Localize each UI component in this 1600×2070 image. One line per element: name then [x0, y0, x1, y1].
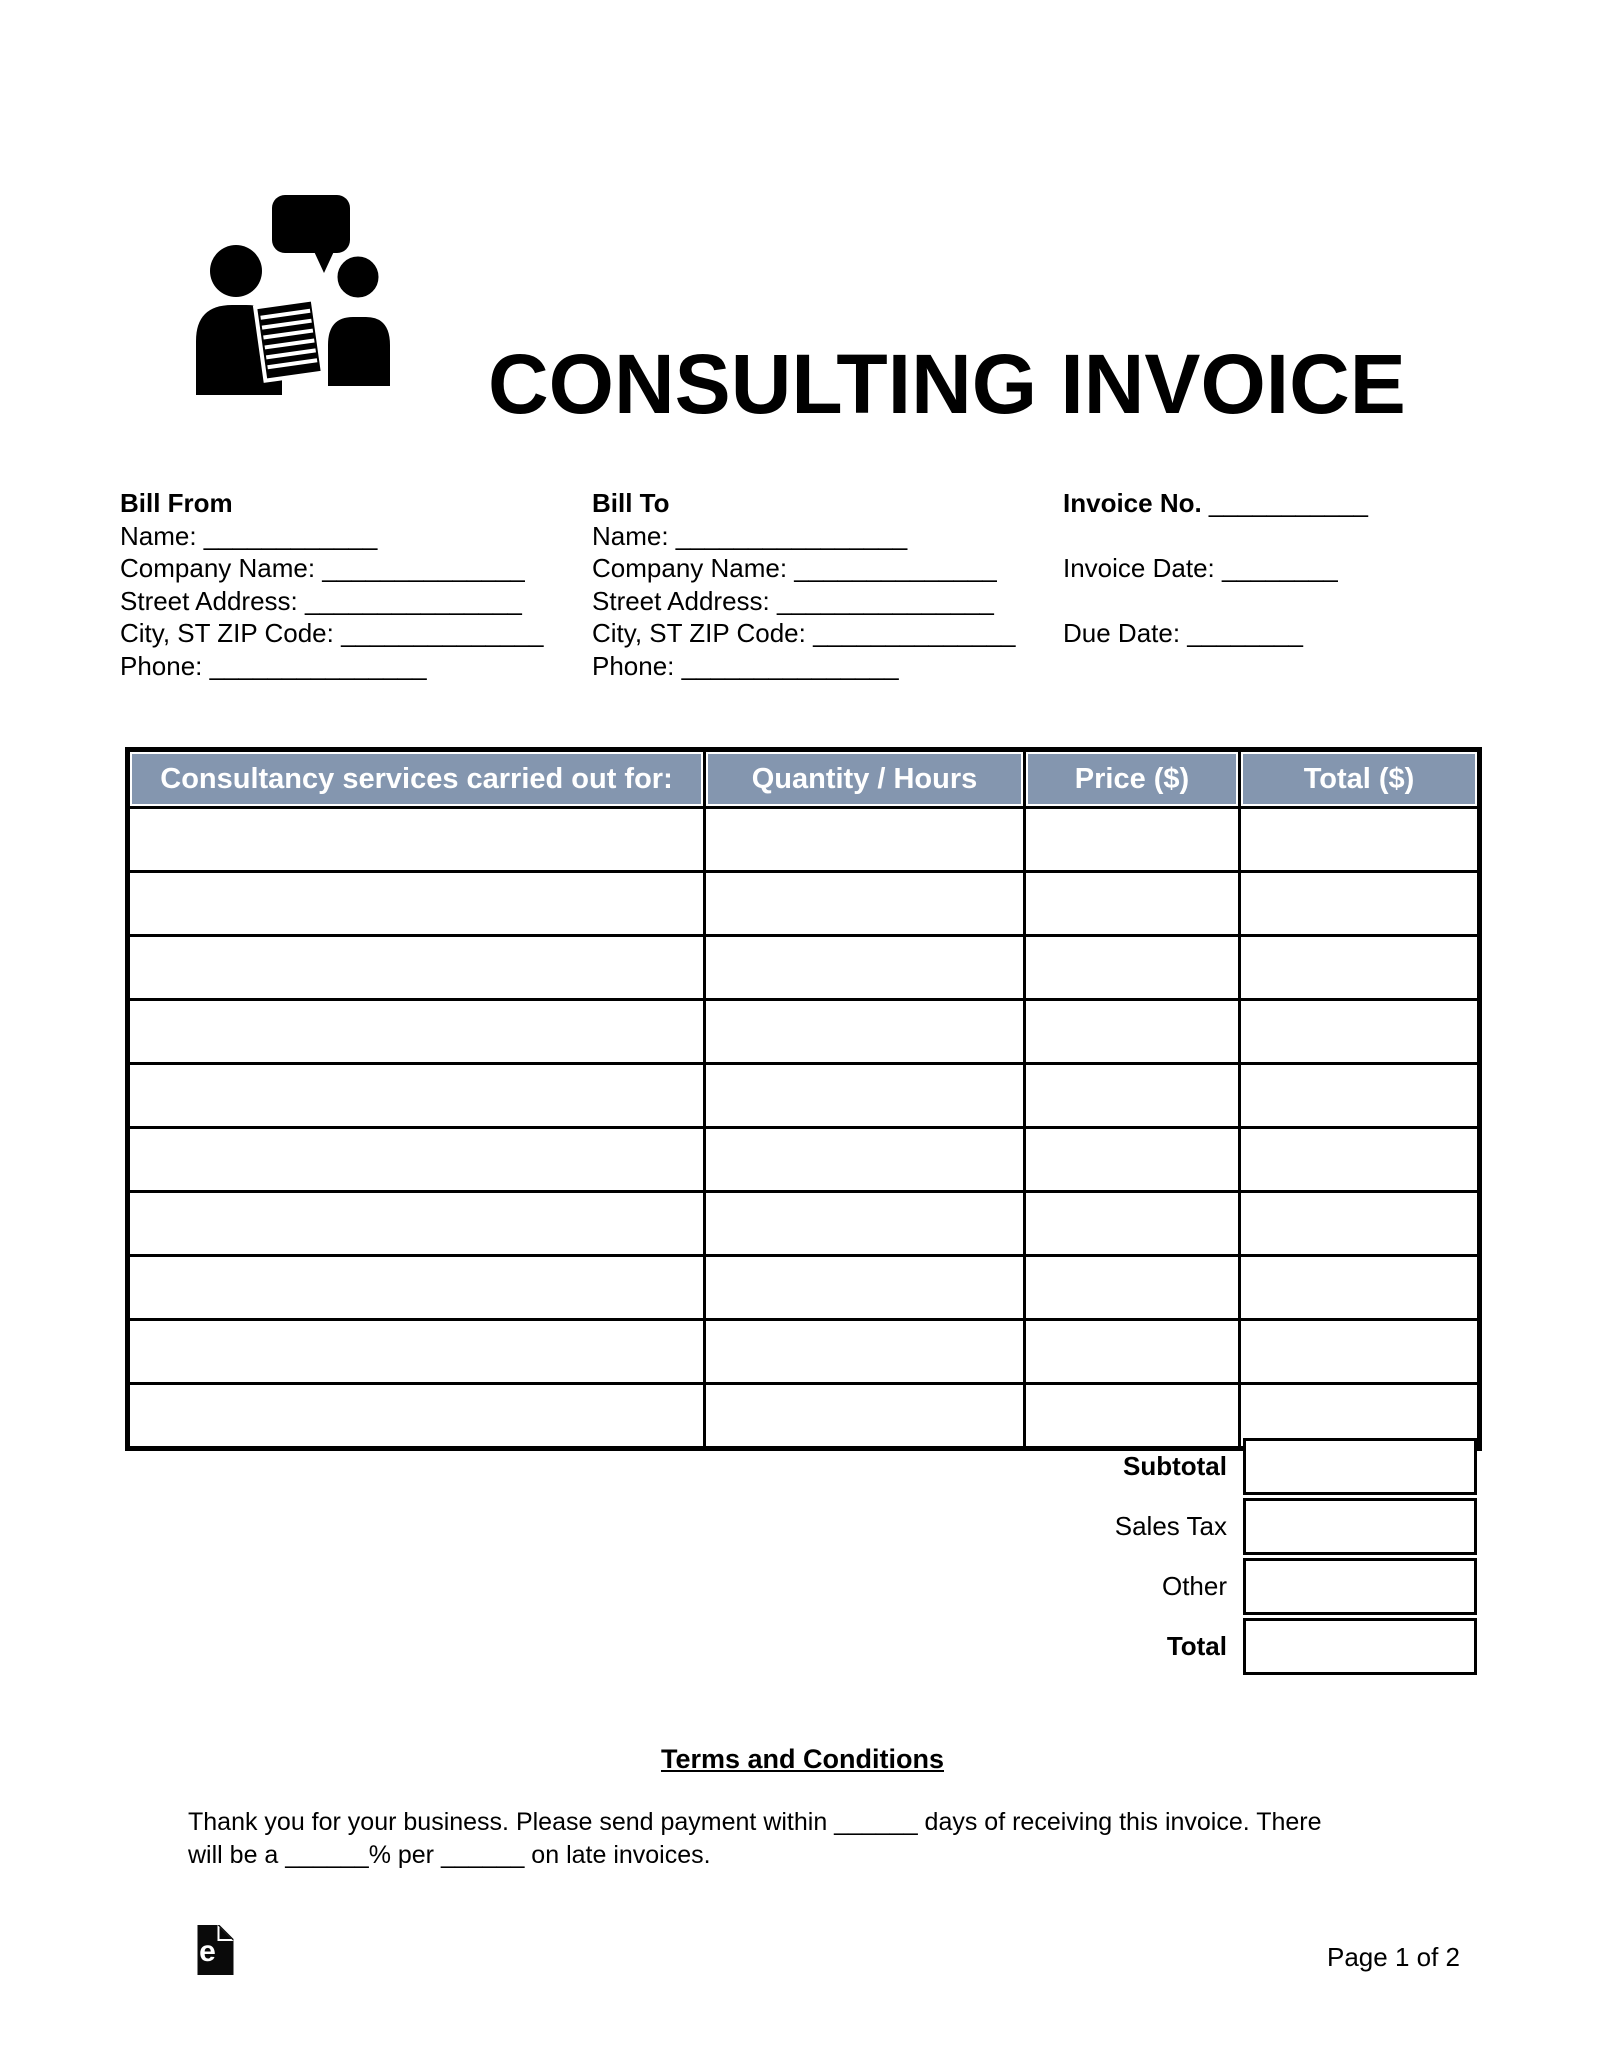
table-cell[interactable] — [1240, 872, 1480, 936]
table-header-row — [128, 750, 1480, 808]
total-label: Total — [1166, 1631, 1227, 1661]
table-cell[interactable] — [128, 1000, 705, 1064]
bill-from-street-field[interactable]: Street Address: _______________ — [120, 585, 522, 616]
bill-from-section — [120, 487, 544, 682]
table-cell[interactable] — [1025, 1128, 1240, 1192]
table-cell[interactable] — [705, 1256, 1025, 1320]
sales-tax-label: Sales Tax — [1114, 1511, 1227, 1541]
table-cell[interactable] — [1025, 1320, 1240, 1384]
invoice-number-label: Invoice No. — [1063, 488, 1202, 518]
table-cell[interactable] — [705, 1064, 1025, 1128]
due-date-label: Due Date: — [1063, 618, 1181, 648]
table-cell[interactable] — [1240, 936, 1480, 1000]
table-cell[interactable] — [128, 808, 705, 872]
table-cell[interactable] — [1240, 1320, 1480, 1384]
table-cell[interactable] — [1025, 1064, 1240, 1128]
invoice-meta-section — [1063, 487, 1368, 650]
table-cell[interactable] — [705, 1000, 1025, 1064]
table-cell[interactable] — [1240, 1256, 1480, 1320]
table-cell[interactable] — [1240, 1192, 1480, 1256]
bill-from-phone-field[interactable]: Phone: _______________ — [120, 650, 427, 681]
column-header-quantity-hours: Quantity / Hours — [705, 750, 1025, 808]
table-row — [128, 1320, 1480, 1384]
total-value-box[interactable] — [1243, 1618, 1477, 1675]
bill-to-company-field[interactable]: Company Name: ______________ — [592, 553, 997, 583]
bill-from-company-field[interactable]: Company Name: ______________ — [120, 553, 525, 583]
line-items-table — [125, 747, 1482, 1451]
invoice-date-label: Invoice Date: — [1063, 553, 1215, 583]
summary-section — [125, 1438, 1477, 1678]
table-cell[interactable] — [128, 1320, 705, 1384]
summary-row-sales-tax — [125, 1498, 1477, 1555]
table-cell[interactable] — [1240, 1000, 1480, 1064]
table-cell[interactable] — [1240, 808, 1480, 872]
bill-to-section — [592, 487, 1016, 682]
invoice-date-field[interactable] — [1063, 552, 1368, 585]
table-cell[interactable] — [1025, 936, 1240, 1000]
table-cell[interactable] — [705, 872, 1025, 936]
other-label: Other — [1161, 1571, 1227, 1601]
consulting-people-icon — [190, 185, 395, 395]
subtotal-value-box[interactable] — [1243, 1438, 1477, 1495]
summary-row-other — [125, 1558, 1477, 1615]
eforms-logo-icon — [197, 1925, 234, 1975]
table-cell[interactable] — [128, 1192, 705, 1256]
column-header-services: Consultancy services carried out for: — [128, 750, 705, 808]
table-cell[interactable] — [1025, 1000, 1240, 1064]
column-header-price: Price ($) — [1025, 750, 1240, 808]
table-cell[interactable] — [128, 1128, 705, 1192]
terms-heading: Terms and Conditions — [660, 1744, 944, 1774]
table-cell[interactable] — [705, 808, 1025, 872]
bill-from-heading: Bill From — [120, 488, 233, 518]
table-cell[interactable] — [128, 872, 705, 936]
bill-from-city-field[interactable]: City, ST ZIP Code: ______________ — [120, 618, 544, 648]
bill-to-street-field[interactable]: Street Address: _______________ — [592, 585, 994, 616]
invoice-number-blank[interactable]: ___________ — [1201, 488, 1368, 518]
table-cell[interactable] — [705, 1128, 1025, 1192]
bill-from-name-field[interactable]: Name: ____________ — [120, 520, 378, 551]
page-title: CONSULTING INVOICE — [488, 337, 1406, 431]
invoice-date-blank[interactable]: ________ — [1214, 553, 1338, 583]
summary-row-total — [125, 1618, 1477, 1675]
table-row — [128, 1192, 1480, 1256]
table-cell[interactable] — [705, 936, 1025, 1000]
table-cell[interactable] — [128, 1064, 705, 1128]
table-row — [128, 808, 1480, 872]
table-cell[interactable] — [705, 1192, 1025, 1256]
table-row — [128, 1128, 1480, 1192]
subtotal-label: Subtotal — [1123, 1451, 1227, 1481]
table-cell[interactable] — [1025, 1256, 1240, 1320]
summary-row-subtotal — [125, 1438, 1477, 1495]
svg-text:e: e — [199, 1935, 216, 1968]
table-row — [128, 1256, 1480, 1320]
due-date-field[interactable] — [1063, 617, 1368, 650]
table-cell[interactable] — [128, 1256, 705, 1320]
table-row — [128, 1000, 1480, 1064]
terms-line-2: will be a ______% per ______ on late invoices. — [188, 1841, 711, 1869]
table-cell[interactable] — [1025, 1192, 1240, 1256]
page-number: Page 1 of 2 — [1327, 1942, 1460, 1972]
sales-tax-value-box[interactable] — [1243, 1498, 1477, 1555]
table-row — [128, 936, 1480, 1000]
terms-line-1: Thank you for your business. Please send payment within ______ days of receiving this invoice. There — [188, 1808, 1322, 1836]
column-header-total: Total ($) — [1240, 750, 1480, 808]
table-cell[interactable] — [1025, 808, 1240, 872]
line-items-body — [128, 808, 1480, 1449]
table-row — [128, 1064, 1480, 1128]
other-value-box[interactable] — [1243, 1558, 1477, 1615]
terms-paragraph — [188, 1806, 1322, 1872]
bill-to-city-field[interactable]: City, ST ZIP Code: ______________ — [592, 618, 1016, 648]
table-cell[interactable] — [705, 1320, 1025, 1384]
table-cell[interactable] — [128, 936, 705, 1000]
table-row — [128, 872, 1480, 936]
invoice-number-field[interactable] — [1063, 487, 1368, 520]
bill-to-name-field[interactable]: Name: ________________ — [592, 520, 908, 551]
table-cell[interactable] — [1025, 872, 1240, 936]
table-cell[interactable] — [1240, 1128, 1480, 1192]
bill-to-heading: Bill To — [592, 488, 670, 518]
table-cell[interactable] — [1240, 1064, 1480, 1128]
bill-to-phone-field[interactable]: Phone: _______________ — [592, 650, 899, 681]
due-date-blank[interactable]: ________ — [1180, 618, 1303, 648]
